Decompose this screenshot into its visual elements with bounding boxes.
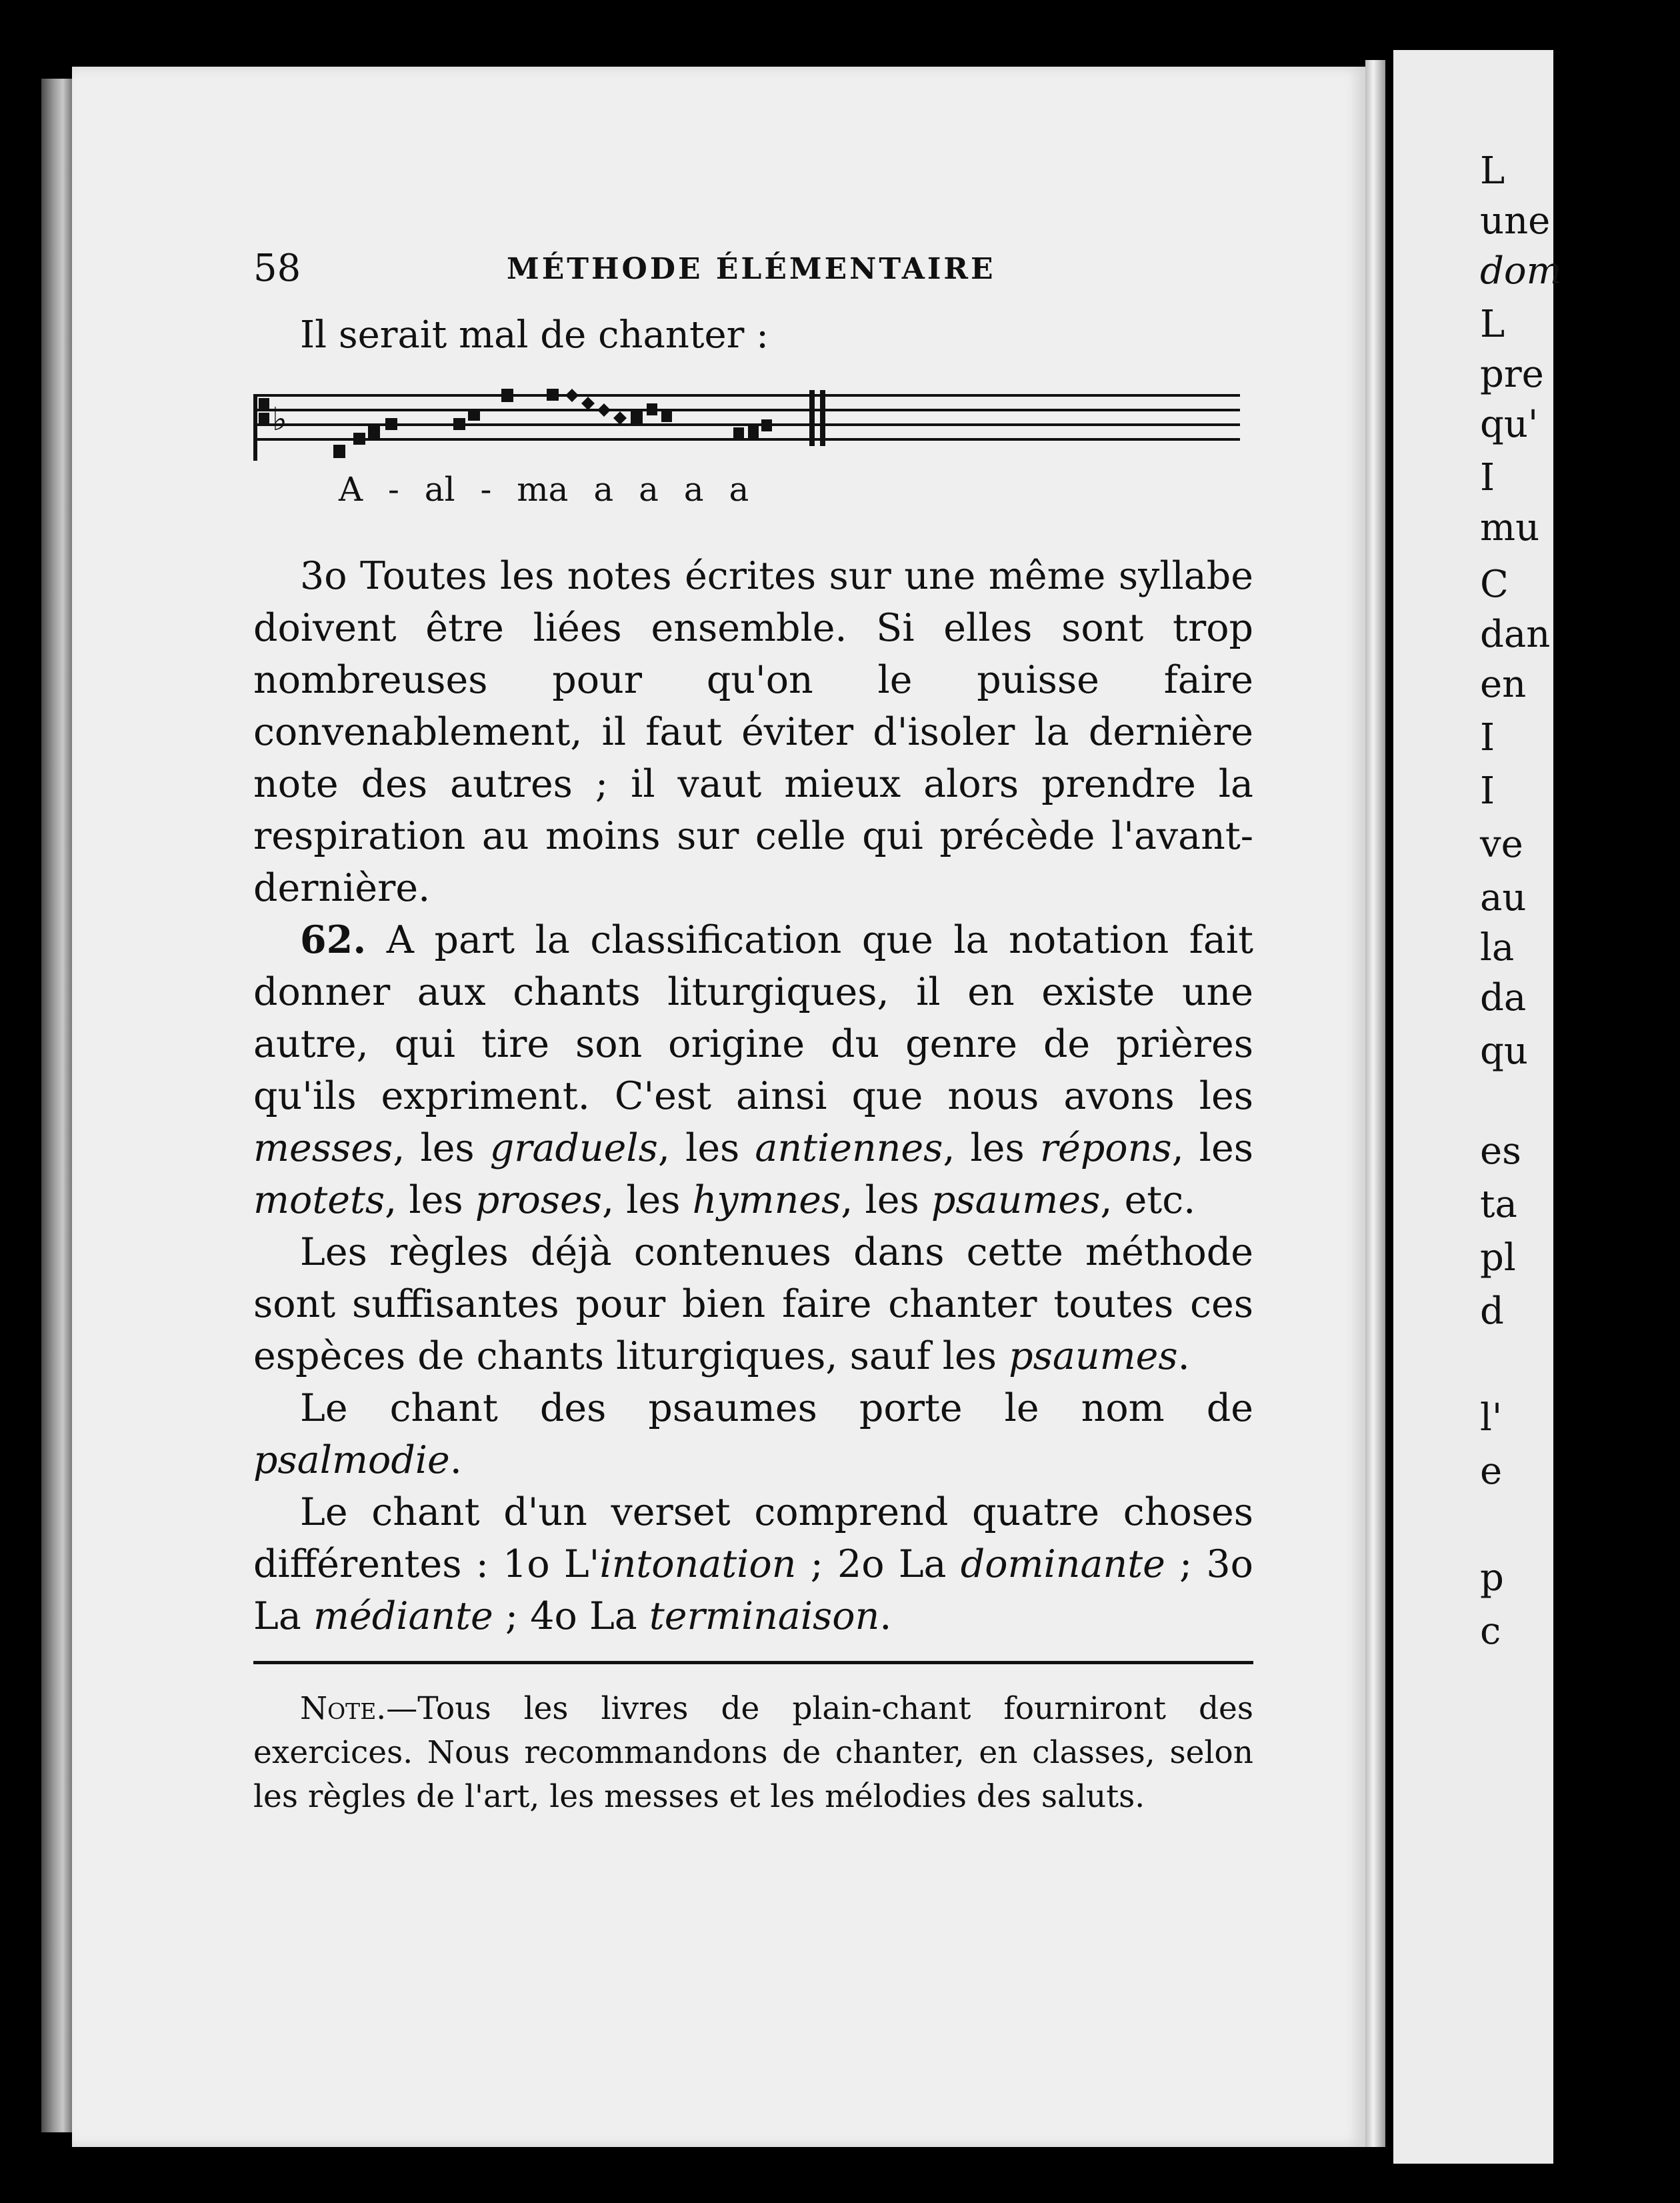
section-number: 62.	[300, 917, 367, 962]
right-fragment: mu	[1480, 506, 1540, 549]
paragraph-psalmodie	[253, 1382, 1253, 1486]
right-fragment: qu'	[1480, 403, 1539, 446]
right-fragment: es	[1480, 1130, 1521, 1173]
right-fragment: la	[1480, 926, 1515, 969]
right-fragment: I	[1480, 769, 1495, 813]
music-lyrics: A - al - ma a a a a	[339, 470, 749, 509]
svg-text:♭: ♭	[272, 401, 287, 438]
paragraph-ligature-rule: 3o Toutes les notes écrites sur une même syllabe doivent être liées ensemble. Si elles sont trop nombreuses pour qu'on le puisse faire convenablement, il faut éviter d'isoler la dernière note des autres ; il vaut mieux alors prendre la respiration au moins sur celle qui précède l'avant-dernière.	[253, 554, 1253, 910]
term-intonation: intonation	[599, 1542, 797, 1586]
plainchant-staff	[253, 383, 1253, 477]
right-fragment: C	[1480, 563, 1509, 606]
paragraph-62	[253, 914, 1253, 1226]
text-run: .	[879, 1594, 892, 1638]
term-antiennes: antiennes	[755, 1126, 943, 1170]
footnote-label: Note.	[300, 1690, 387, 1727]
text-run: Le chant des psaumes porte le nom de	[300, 1386, 1253, 1430]
right-fragment: L	[1480, 303, 1505, 346]
intro-line: Il serait mal de chanter :	[300, 313, 769, 357]
term-hymnes: hymnes	[692, 1178, 841, 1222]
text-run: .	[449, 1438, 462, 1482]
text-run: , les	[943, 1126, 1040, 1170]
right-fragment: L	[1480, 149, 1505, 193]
right-fragment: da	[1480, 976, 1527, 1019]
text-run: A part la classification que la notation fait donner aux chants liturgiques, il en existe une autre, qui tire son origine du genre de prières qu'ils expriment. C'est ainsi que nous avons les	[253, 918, 1253, 1118]
term-repons: répons	[1039, 1126, 1172, 1170]
clef-icon	[253, 395, 287, 461]
text-run: Les règles déjà contenues dans cette méthode sont suffisantes pour bien faire chanter toutes ces espèces de chants liturgiques, sauf les	[253, 1230, 1253, 1378]
book-spine-edge	[41, 79, 72, 2132]
text-run: Le chant d'un verset comprend quatre choses différentes : 1o L'	[253, 1490, 1253, 1586]
text-run: .	[1177, 1334, 1190, 1378]
right-fragment: pl	[1480, 1236, 1516, 1280]
text-run: , les	[393, 1126, 490, 1170]
staff-lines	[253, 395, 1240, 439]
right-fragment: pre	[1480, 353, 1544, 396]
page-gutter	[1365, 60, 1385, 2147]
paragraph-rules	[253, 1226, 1253, 1382]
right-fragment: qu	[1480, 1029, 1528, 1073]
term-psaumes: psaumes	[1009, 1334, 1178, 1378]
page-content	[253, 247, 1253, 1819]
term-mediante: médiante	[313, 1594, 493, 1638]
right-fragment: en	[1480, 663, 1527, 706]
right-fragment: I	[1480, 716, 1495, 759]
footnote-divider	[253, 1661, 1253, 1664]
right-fragment: ve	[1480, 823, 1523, 866]
text-run: , etc.	[1100, 1178, 1196, 1222]
right-fragment: c	[1480, 1610, 1501, 1653]
right-fragment: l'	[1480, 1396, 1503, 1440]
running-title: MÉTHODE ÉLÉMENTAIRE	[507, 252, 996, 286]
footnote	[253, 1687, 1253, 1819]
term-graduels: graduels	[489, 1126, 658, 1170]
text-run: , les	[841, 1178, 931, 1222]
paragraph-verset	[253, 1486, 1253, 1642]
text-run: ; 4o La	[493, 1594, 649, 1638]
footnote-text: —Tous les livres de plain-chant fourniront des exercices. Nous recommandons de chanter, en classes, selon les règles de l'art, les messes et les mélodies des saluts.	[253, 1690, 1253, 1815]
right-fragment: dom	[1480, 249, 1562, 293]
term-terminaison: terminaison	[649, 1594, 880, 1638]
text-run: , les	[602, 1178, 693, 1222]
term-psaumes: psaumes	[931, 1178, 1101, 1222]
term-psalmodie: psalmodie	[253, 1438, 450, 1482]
plainchant-example	[253, 383, 1253, 530]
right-fragment: p	[1480, 1556, 1504, 1600]
page-number: 58	[253, 247, 301, 290]
text-run: , les	[1171, 1126, 1253, 1170]
text-run: , les	[385, 1178, 475, 1222]
text-run: ; 3o La	[253, 1542, 1253, 1638]
right-fragment: dan	[1480, 613, 1551, 656]
term-motets: motets	[253, 1178, 385, 1222]
right-fragment: ta	[1480, 1183, 1517, 1226]
text-run: , les	[657, 1126, 755, 1170]
right-fragment: I	[1480, 456, 1495, 499]
term-messes: messes	[253, 1126, 393, 1170]
term-dominante: dominante	[960, 1542, 1165, 1586]
right-fragment: d	[1480, 1290, 1504, 1333]
text-run: ; 2o La	[796, 1542, 961, 1586]
right-page	[1393, 50, 1562, 2164]
page-header	[253, 247, 1253, 300]
right-fragment: e	[1480, 1450, 1503, 1493]
right-fragment: une	[1480, 199, 1551, 243]
term-proses: proses	[475, 1178, 603, 1222]
right-fragment: au	[1480, 876, 1527, 919]
